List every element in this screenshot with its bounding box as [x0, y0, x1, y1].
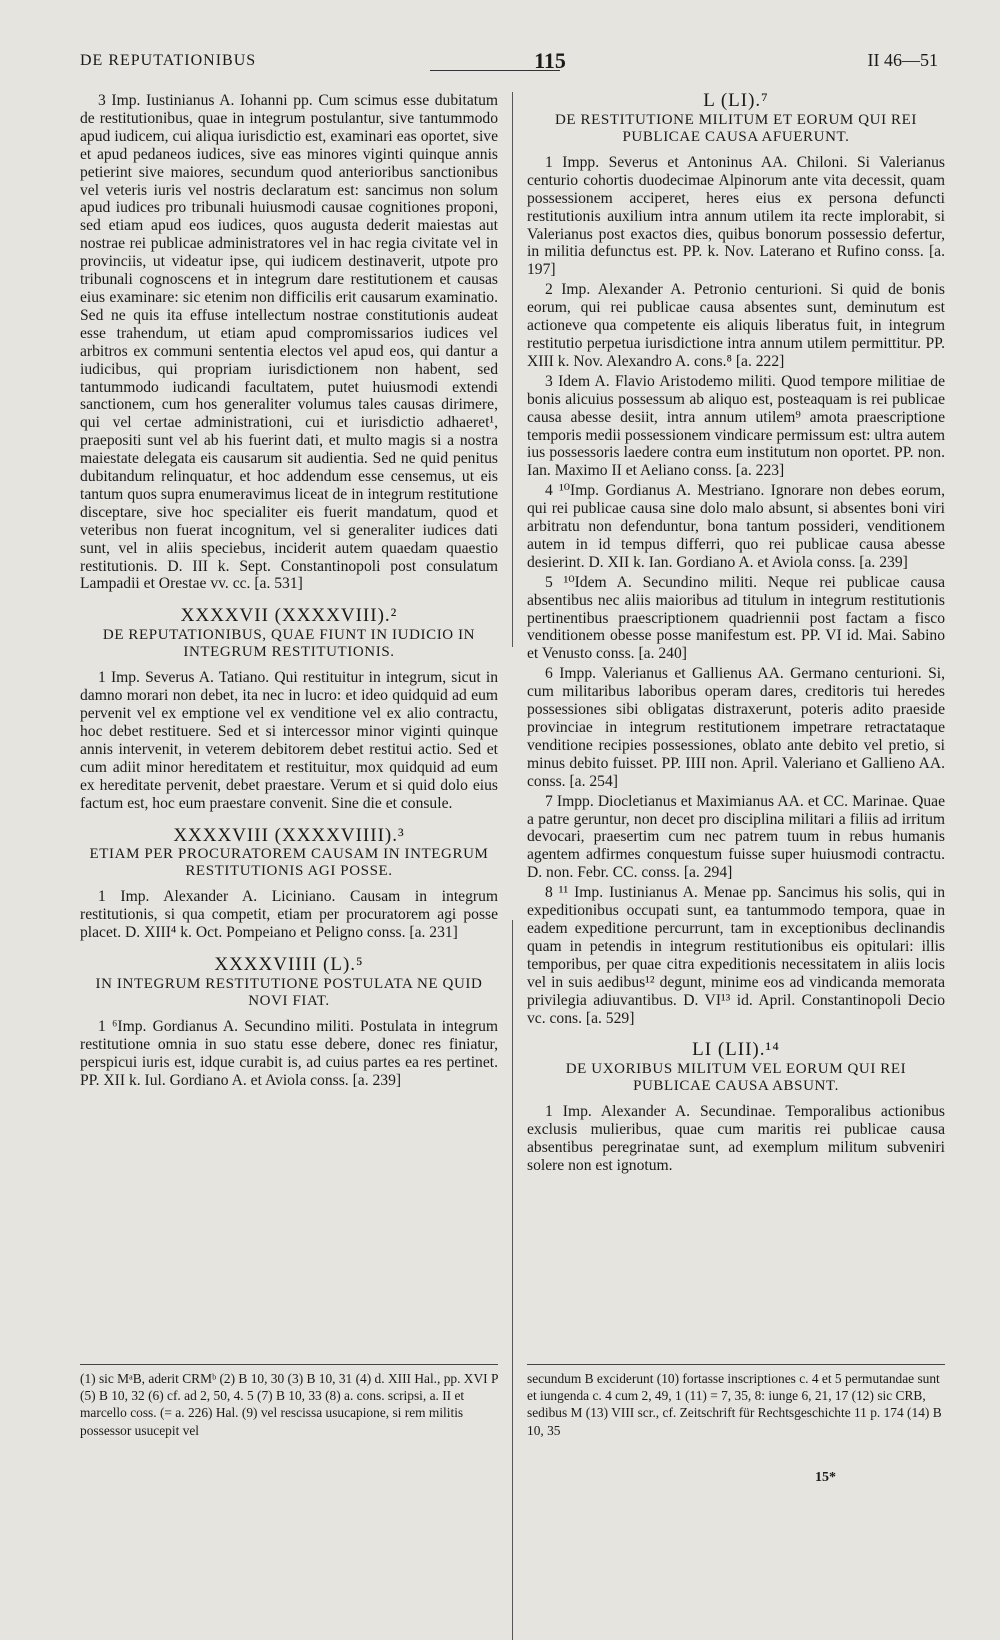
constitution-text: 1 Imp. Alexander A. Liciniano. Causam in integrum restitutionis, si qua competit, etiam per procuratorem agi posse placet. D. XIII⁴ k. Oct. Pompeiano et Peligno conss. [a. 231] — [80, 888, 498, 942]
constitution-text: 8 ¹¹ Imp. Iustinianus A. Menae pp. Sancimus his solis, qui in expeditionibus occupati sunt, ea tantummodo tempora, quae in eadem expeditione percurrunt, tam in exceptionibus declinandis quam in petendis in integrum restitutionibus eis opitulari: illis temporibus, per quae citra expeditionis necessitatem in aliis locis vel in suis aedibus¹² degunt, minime eos ad vindicanda memorata privilegia adiuvantibus. D. VI¹³ id. April. Constantinopoli Decio vc. cons. [a. 529] — [527, 884, 945, 1027]
title-number: XXXXVIIII (L).⁵ — [214, 954, 364, 976]
title-heading: DE RESTITUTIONE MILITUM ET EORUM QUI REI PUBLICAE CAUSA AFUERUNT. — [554, 111, 917, 145]
constitution-text: 7 Impp. Diocletianus et Maximianus AA. et CC. Marinae. Quae a patre geruntur, non decet pro disciplina militari a filiis ad irritum devocari, praesertim cum nec patrem tuum in rebus humanis agentem adfirmes conquestum fuisse super huiusmodi contractu. D. non. Febr. CC. conss. [a. 294] — [527, 792, 945, 882]
constitution-text: 1 Impp. Severus et Antoninus AA. Chiloni. Si Valerianus centurio cohortis duodecimae Alpinorum ante vita decessit, quam possessionem acciperet, heres eius ex persona defuncti restitutionis auxilium intra annum utilem ita recte implorabit, si Valerianus post exactos dies, quibus bonorum possessio defertur, in militia defunctus est. PP. k. Nov. Laterano et Rufino conss. [a. 197] — [527, 153, 945, 279]
constitution-text: 6 Impp. Valerianus et Gallienus AA. Germano centurioni. Si, cum militaribus laboribus operam dares, creditoris tui heredes possessiones sibi obligatas distraxerunt, poteris adito praeside provinciae in integrum restitutionem impetrare retractataque venditione recipies possessiones, oblato ante debito vel pretio, si minus debito fuisset. PP. IIII non. April. Valeriano et Gallieno AA. conss. [a. 254] — [527, 665, 945, 790]
footnote-rule — [80, 1364, 498, 1365]
title-heading: DE UXORIBUS MILITUM VEL EORUM QUI REI PUBLICAE CAUSA ABSUNT. — [565, 1061, 907, 1095]
constitution-text: 1 Imp. Severus A. Tatiano. Qui restituitur in integrum, sicut in damno morari non debet, ita nec in lucro: et ideo quidquid ad eum pervenit vel ex emptione vel ex venditione vel ex alio contractu, hoc debet restituere. Sed et si intercessor minor viginti quinque annis intervenit, in veterem debitorem debet restitui actio. Sed et cum adiit minor hereditatem et restituitur, mox quidquid ad eum ex hereditate pervenit, debet praestare. Verum et si quid dolo eius factum est, hoc eum praestare convenit. Sine die et consule. — [80, 669, 498, 812]
right-column — [527, 92, 945, 1177]
column-divider — [512, 92, 513, 647]
constitution-text: 3 Imp. Iustinianus A. Iohanni pp. Cum scimus esse dubitatum de restitutionibus, quae in integrum postulantur, sive tantummodo apud iudicem, cui aliqua iurisdictio est, examinari eas oportet, sive et apud pedaneos iudices, sive eas minores viginti quinque annis petierint sive maiores, secundum quod anterioribus sanctionibus vel veteris iuris vel nostris declaratum est: sancimus non solum apud iudices pro tribunali huiusmodi causae cognitiones proponi, sed etiam apud eos iudices, quos augusta dederit maiestas aut nostrae rei publicae administratores vel in hac regia civitate vel in provinciis, ut videatur ipse, qui iudicem destinaverit, utpote pro tribunali cognoscens et in integrum dare restitutionem et causas eius examinare: sic etenim non difficilis erit causarum examinatio. Sed ne quis ita effuse intellectum nostrae constitutionis audeat esse trahendum, ut etiam apud compromissarios iudices vel arbitros ex communi sententia electos vel apud eos, qui dantur a iudicibus, qui propriam iurisdictionem non habent, sed tantummodo iudicandi facultatem, putet huiusmodi extendi sanctionem, cum hos generaliter volumus tales causas dirimere, qui vel certae administrationi, cui et iurisdictio adhaeret¹, praepositi sunt vel ab his fuerint dati, et multo magis si a nostra maiestate delegata eis causarum sit audientia. Sed ne quid penitus dubitandum relinquatur, et hoc addendum esse censemus, ut eis tantum quos supra enumeravimus liceat de in integrum restitutione disceptare, sive hoc specialiter eis fuerit mandatum, quod et veteribus non fuerat incognitum, vel si generaliter iudices dati sunt, vel in aliis speciebus, inciderit autem quaedam quaestio restitutionis. D. III k. Sept. Constantinopoli post consulatum Lampadii et Orestae vv. cc. [a. 531] — [80, 92, 498, 593]
title-number: LI (LII).¹⁴ — [692, 1039, 780, 1061]
constitution-text: 2 Imp. Alexander A. Petronio centurioni. Si quid de bonis eorum, qui rei publicae causa absentes sunt, deminutum est actioneve qua competente eis aliquis liberatus fuit, in integrum restitutio perpetua iurisdictione intra annum utilem permittitur. PP. XIII k. Nov. Alexandro A. cons.⁸ [a. 222] — [527, 281, 945, 370]
column-divider — [512, 920, 513, 1640]
header-title: DE REPUTATIONIBUS — [80, 52, 257, 69]
signature-mark: 15* — [815, 1470, 836, 1485]
header-rule — [430, 70, 560, 71]
title-number: L (LI).⁷ — [703, 90, 769, 111]
footnotes-right: secundum B exciderunt (10) fortasse inscriptiones c. 4 et 5 permutandae sunt et iungenda c. 4 cum 2, 49, 1 (11) = 7, 35, 8: iunge 6, 21, 17 (12) sic CRB, sedibus M (13) VIII scr., cf. Zeitschrift für Rechtsgeschichte 11 p. 174 (14) B 10, 35 — [527, 1371, 942, 1438]
constitution-text: 3 Idem A. Flavio Aristodemo militi. Quod tempore militiae de bonis alicuius possessum ab aliquo est, posteaquam is rei publicae causa abesse desiit, intra annum utilem⁹ amota praescriptione temporis medii possessionem vindicare permissum est: ultra autem ius possessoris laedere contra eum institutum non oportet. PP. non. Ian. Maximo II et Aeliano conss. [a. 223] — [527, 372, 945, 480]
footnotes-left: (1) sic MᵃB, aderit CRMᵇ (2) B 10, 30 (3) B 10, 31 (4) d. XIII Hal., pp. XVI P (5) B 10, 32 (6) cf. ad 2, 50, 4. 5 (7) B 10, 33 (8) a. cons. scripsi, a. II et marcello coss. (= a. 226) Hal. (9) vel rescissa usucapione, si rem militis possessor usucepit vel — [80, 1371, 498, 1438]
header-section-range: II 46—51 — [867, 50, 938, 70]
constitution-text: 5 ¹⁰Idem A. Secundino militi. Neque rei publicae causa absentibus nec aliis maioribus ad titulum in integrum restitutionis pertinentibus praescriptionem quadriennii post factam a fisco venditionem obesse posse manifestum est. PP. VI id. Mai. Sabino et Venusto conss. [a. 240] — [527, 573, 945, 663]
title-heading: IN INTEGRUM RESTITUTIONE POSTULATA NE QUID NOVI FIAT. — [95, 976, 483, 1010]
footnote-rule — [527, 1364, 945, 1365]
title-heading: ETIAM PER PROCURATOREM CAUSAM IN INTEGRUM RESTITUTIONIS AGI POSSE. — [89, 846, 489, 880]
left-column — [80, 92, 498, 1092]
page-number: 115 — [534, 48, 566, 73]
title-number: XXXXVII (XXXXVIII).² — [180, 605, 398, 627]
constitution-text: 4 ¹⁰Imp. Gordianus A. Mestriano. Ignorare non debes eorum, qui rei publicae causa sine dolo malo absunt, si absentes boni viri arbitratu non defenduntur, bona tantum possideri, venditionem autem in id tempus differri, quo rei publicae causa abesse desierint. D. XII k. Ian. Gordiano A. et Aviola conss. [a. 239] — [527, 482, 945, 571]
title-number: XXXXVIII (XXXXVIIII).³ — [173, 824, 405, 846]
running-header — [80, 48, 938, 78]
title-heading: DE REPUTATIONIBUS, QUAE FIUNT IN IUDICIO IN INTEGRUM RESTITUTIONIS. — [102, 627, 476, 661]
constitution-text: 1 ⁶Imp. Gordianus A. Secundino militi. Postulata in integrum restitutione omnia in suo statu esse debere, donec res finiatur, perspicui iuris est, idque curabit is, ad cuius partes ea res pertinet. PP. XII k. Iul. Gordiano A. et Aviola conss. [a. 239] — [80, 1018, 498, 1089]
constitution-text: 1 Imp. Alexander A. Secundinae. Temporalibus actionibus exclusis mulieribus, quae cum maritis rei publicae causa absentibus peregrinatae sunt, ad exemplum militum subveniri solere non est ignotum. — [527, 1103, 945, 1175]
